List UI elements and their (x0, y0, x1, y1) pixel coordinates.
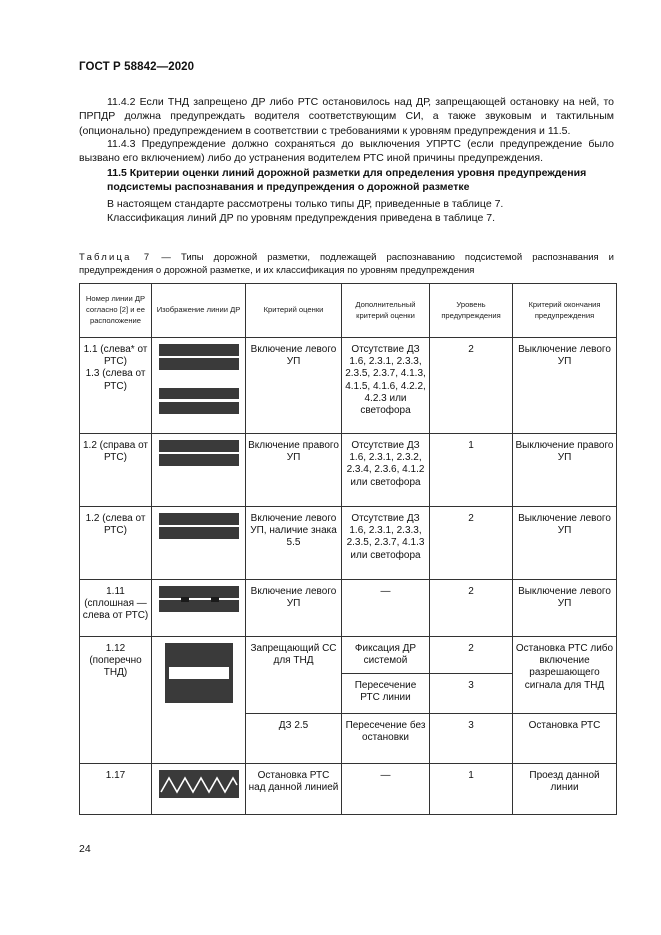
end-criterion-cell: Остановка РТС либо включение разрешающего сигнала для ТНД (513, 637, 617, 714)
marking-1-1-1-3-icon (159, 344, 239, 416)
page-number: 24 (79, 843, 91, 855)
level-cell: 3 (430, 674, 513, 714)
level-cell: 2 (430, 507, 513, 580)
end-criterion-cell: Выключение левого УП (513, 338, 617, 434)
end-criterion-cell: Выключение левого УП (513, 580, 617, 637)
end-criterion-cell: Остановка РТС (513, 714, 617, 764)
extra-criterion-cell: Пересечение РТС линии (342, 674, 430, 714)
header-cell: Дополнительный критерий оценки (342, 284, 430, 338)
level-cell: 2 (430, 637, 513, 674)
paragraph-text: 11.4.3 Предупреждение должно сохраняться до выключения УПРТС (если предупреждение было вызвано его включением) либо до устранения водителем РТС иной причины предупреждения. (79, 138, 614, 165)
extra-criterion-cell: — (342, 580, 430, 637)
extra-criterion-cell: Отсутствие ДЗ 1.6, 2.3.1, 2.3.2, 2.3.4, 2.3.6, 4.1.2 или светофора (342, 434, 430, 507)
criterion-cell: Включение левого УП (246, 338, 342, 434)
marking-image-cell (152, 434, 246, 507)
end-criterion-cell: Проезд данной линии (513, 764, 617, 815)
criterion-cell: Остановка РТС над данной линией (246, 764, 342, 815)
level-cell: 2 (430, 338, 513, 434)
level-cell: 1 (430, 434, 513, 507)
paragraph-classification (79, 211, 614, 225)
criterion-cell: ДЗ 2.5 (246, 714, 342, 764)
line-cell: 1.17 (80, 764, 152, 815)
extra-criterion-cell: — (342, 764, 430, 815)
section-heading-11-5: 11.5 Критерии оценки линий дорожной разметки для определения уровня предупреждения подсистемы распознавания и предупреждения о дорожной разметке (107, 167, 587, 194)
line-cell: 1.12 (поперечно ТНД) (80, 637, 152, 764)
table-row (80, 580, 617, 637)
criterion-cell: Включение правого УП (246, 434, 342, 507)
paragraph-text: Классификация линий ДР по уровням предупреждения приведена в таблице 7. (107, 212, 495, 224)
table-row (80, 507, 617, 580)
header-cell: Уровень предупреждения (430, 284, 513, 338)
table-header-row (80, 284, 617, 338)
document-header: ГОСТ Р 58842—2020 (79, 61, 195, 73)
table-row (80, 434, 617, 507)
table-row (80, 637, 617, 674)
line-cell: 1.2 (слева от РТС) (80, 507, 152, 580)
marking-image-cell (152, 338, 246, 434)
paragraph-scope (79, 197, 614, 211)
criterion-cell: Включение левого УП (246, 580, 342, 637)
marking-image-cell (152, 764, 246, 815)
extra-criterion-cell: Отсутствие ДЗ 1.6, 2.3.1, 2.3.3, 2.3.5, 2.3.7, 4.1.3, 4.1.5, 4.1.6, 4.2.2, 4.2.3 или светофора (342, 338, 430, 434)
level-cell: 3 (430, 714, 513, 764)
marking-image-cell (152, 507, 246, 580)
marking-1-2-left-icon (159, 513, 239, 541)
criterion-cell: Запрещающий СС для ТНД (246, 637, 342, 714)
marking-1-12-icon (165, 643, 233, 703)
extra-criterion-cell: Фиксация ДР системой (342, 637, 430, 674)
level-cell: 2 (430, 580, 513, 637)
table-caption (79, 252, 614, 277)
line-cell: 1.11 (сплошная — слева от РТС) (80, 580, 152, 637)
header-cell: Номер линии ДР согласно [2] и ее расположение (80, 284, 152, 338)
extra-criterion-cell: Отсутствие ДЗ 1.6, 2.3.1, 2.3.3, 2.3.5, 2.3.7, 4.1.3 или светофора (342, 507, 430, 580)
line-cell: 1.2 (справа от РТС) (80, 434, 152, 507)
marking-1-2-right-icon (159, 440, 239, 468)
paragraph-11-4-2 (79, 95, 614, 138)
level-cell: 1 (430, 764, 513, 815)
header-cell: Критерий оценки (246, 284, 342, 338)
table-caption-label: Таблица 7 (79, 252, 152, 263)
marking-1-11-icon (159, 586, 239, 614)
table-row (80, 764, 617, 815)
paragraph-text: В настоящем стандарте рассмотрены только типы ДР, приведенные в таблице 7. (107, 198, 504, 210)
header-cell: Изображение линии ДР (152, 284, 246, 338)
criterion-cell: Включение левого УП, наличие знака 5.5 (246, 507, 342, 580)
extra-criterion-cell: Пересечение без остановки (342, 714, 430, 764)
marking-1-17-zigzag-icon (159, 770, 239, 800)
paragraph-11-4-3 (79, 137, 614, 166)
line-cell: 1.1 (слева* от РТС) 1.3 (слева от РТС) (80, 338, 152, 434)
table-row (80, 338, 617, 434)
marking-classification-table (79, 283, 617, 815)
marking-image-cell (152, 580, 246, 637)
paragraph-text: 11.4.2 Если ТНД запрещено ДР либо РТС остановилось над ДР, запрещающей остановку на ней, то ПРПДР должна предупреждать водителя соответствующим СИ, а также звуковым и тактильным (опционально) предупреждением в соответствии с требованиями к уровням предупреждения и 11.5. (79, 96, 614, 137)
marking-image-cell (152, 637, 246, 764)
end-criterion-cell: Выключение правого УП (513, 434, 617, 507)
end-criterion-cell: Выключение левого УП (513, 507, 617, 580)
header-cell: Критерий окончания предупреждения (513, 284, 617, 338)
table-caption-text: — Типы дорожной разметки, подлежащей распознаванию подсистемой распознавания и предупреждения о дорожной разметке, и их классификация по уровням предупреждения (79, 252, 614, 276)
